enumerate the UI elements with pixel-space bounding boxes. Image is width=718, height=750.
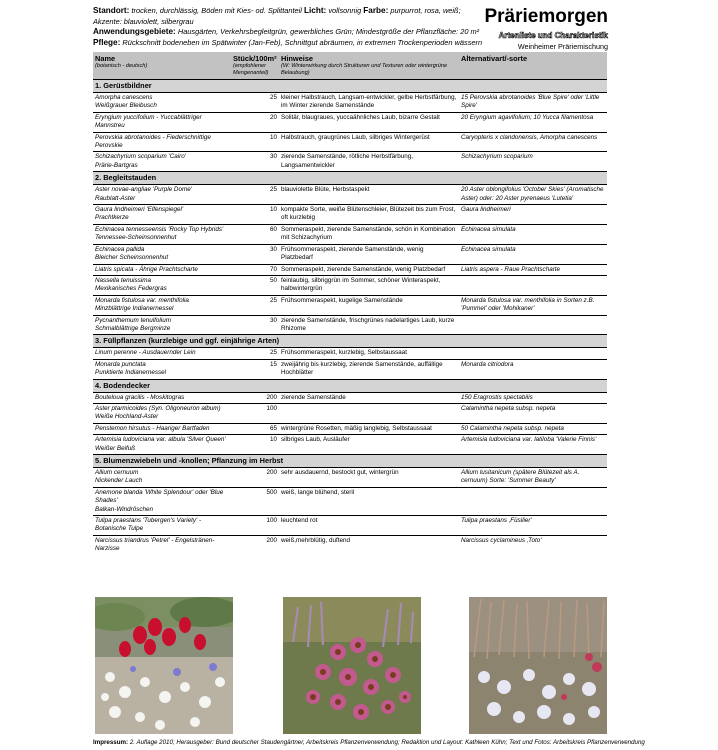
quantity-cell: 200 (231, 392, 279, 403)
plant-name-cell (93, 224, 231, 244)
alternative-cell: Caryopteris x clandonensis, Amorpha canescens (459, 132, 607, 152)
table-row (93, 205, 607, 225)
plant-botanical-name: Anemone blanda 'White Splendour' oder 'Blue Shades' (95, 488, 224, 505)
alternative-cell (459, 315, 607, 335)
quantity-cell: 10 (231, 132, 279, 152)
plant-common-name: Punktierte Indianernessel (95, 369, 167, 377)
plant-name-cell (93, 152, 231, 172)
quantity-cell: 10 (231, 435, 279, 455)
alternative-cell: Calamintha nepeta subsp. nepeta (459, 403, 607, 423)
notes-cell: Frühsommeraspekt, kurzlebig, Selbstaussaat (279, 348, 459, 359)
plant-botanical-name: Pycnanthemum tenuifolium (95, 316, 171, 324)
section-title: 3. Füllpflanzen (kurzlebige und ggf. einjährige Arten) (93, 335, 607, 348)
quantity-cell: 10 (231, 205, 279, 225)
pflege-value: Rückschnitt bodeneben im Spätwinter (Jan-Feb), Schnittgut abräumen, in extremen Trockenperioden wässern (122, 37, 483, 47)
plant-name-cell (93, 205, 231, 225)
plant-botanical-name: Allium cernuum (95, 469, 139, 476)
table-body (93, 80, 607, 555)
pflege-line (93, 38, 483, 49)
table-row (93, 152, 607, 172)
plant-common-name: Bleicher Scheinsonnenhut (95, 254, 169, 262)
alternative-cell: Artemisia ludoviciana var. latiloba 'Valerie Finnis' (459, 435, 607, 455)
col-header-alt-label: Alternativart/-sorte (461, 54, 528, 63)
plant-name-cell (93, 468, 231, 488)
notes-cell: wintergrüne Rosetten, mäßig langlebig, Selbstaussaat (279, 423, 459, 434)
plant-botanical-name: Eryngium yuccifolium - Yuccablättriger Mannstreu (95, 113, 202, 130)
plant-botanical-name: Bouteloua gracilis - Moskitogras (95, 393, 185, 401)
alternative-cell: Allium lusitanicum (spätere Blütezeit als A. cernuum) Sorte: 'Summer Beauty' (459, 468, 607, 488)
quantity-cell: 70 (231, 264, 279, 275)
section-title: 1. Gerüstbildner (93, 80, 607, 93)
plant-botanical-name: Aster novae-angliae 'Purple Dome' (95, 186, 192, 194)
quantity-cell: 15 (231, 359, 279, 379)
col-header-notes (279, 52, 459, 80)
plant-name-cell (93, 348, 231, 359)
section-title: 2. Begleitstauden (93, 172, 607, 185)
quantity-cell: 20 (231, 112, 279, 132)
notes-cell: zierende Samenstände (279, 392, 459, 403)
page-title: Präriemorgen (484, 6, 608, 27)
quantity-cell: 25 (231, 295, 279, 315)
table-row (93, 516, 607, 536)
table-row (93, 185, 607, 205)
plant-common-name: Nickender Lauch (95, 477, 143, 485)
species-table (93, 52, 607, 555)
plant-name-cell (93, 264, 231, 275)
plant-common-name: Weißgrauer Bleibusch (95, 102, 157, 110)
quantity-cell: 30 (231, 315, 279, 335)
plant-common-name: Raublatt-Aster (95, 194, 136, 202)
quantity-cell: 50 (231, 275, 279, 295)
plant-botanical-name: Artemisia ludoviciana var. albula 'Silver Queen' (95, 436, 226, 444)
plant-common-name: Prärie-Bartgras (95, 161, 138, 169)
quantity-cell: 100 (231, 516, 279, 536)
table-row (93, 435, 607, 455)
anwendung-label: Anwendungsgebiete: (93, 27, 176, 37)
plant-common-name: Schmalblättrige Bergminze (95, 324, 171, 332)
notes-cell: blauviolette Blüte, Herbstaspekt (279, 185, 459, 205)
notes-cell: kompakte Sorte, weiße Blütenschleier, Blütezeit bis zum Frost, oft kurzlebig (279, 205, 459, 225)
section-header (93, 455, 607, 468)
page-subtitle: Artenliste und Charakteristik (498, 31, 608, 40)
col-header-name-label: Name (95, 54, 116, 63)
plant-name-cell (93, 516, 231, 536)
table-row (93, 535, 607, 554)
plant-botanical-name: Echinacea tennesseensis 'Rocky Top Hybrids' (95, 225, 224, 233)
alternative-cell: 20 Aster oblongifolius 'October Skies' (Aromatische Aster) oder: 20 Aster pyrenaeus 'Lutetia' (459, 185, 607, 205)
mixture-name: Weinheimer Präriemischung (517, 42, 608, 51)
section-title: 5. Blumenzwiebeln und -knollen; Pflanzung im Herbst (93, 455, 607, 468)
plant-botanical-name: Nassella tenuissima (95, 276, 151, 284)
impressum-label: Impressum: (93, 739, 129, 746)
notes-cell: feinlaubig, silbriggrün im Sommer, schöner Winteraspekt, halbwintergrün (279, 275, 459, 295)
table-row (93, 112, 607, 132)
plant-common-name: Mexikanisches Federgras (95, 285, 167, 293)
alternative-cell: Echinacea simulata (459, 224, 607, 244)
farbe-value: purpurrot, rosa, weiß; (390, 6, 461, 15)
alternative-cell (459, 275, 607, 295)
alternative-cell: Monarda fistulosa var. menthifolia in Sorten z.B. 'Pummel' oder 'Mohikaner' (459, 295, 607, 315)
plant-botanical-name: Schizachyrium scoparium 'Cairo' (95, 153, 186, 161)
alternative-cell (459, 487, 607, 515)
plant-name-cell (93, 112, 231, 132)
notes-cell: weiß, lange blühend, steril (279, 487, 459, 515)
col-header-qty-label: Stück/100m² (233, 54, 277, 63)
notes-cell: Sommeraspekt, zierende Samenstände, wenig Platzbedarf (279, 264, 459, 275)
plant-common-name: Tennessee-Scheinsonnenhut (95, 234, 177, 242)
site-info (93, 6, 483, 48)
aster-grass-photo (469, 597, 607, 734)
table-row (93, 423, 607, 434)
col-header-name (93, 52, 231, 80)
table-row (93, 403, 607, 423)
notes-cell: zweijährig bis kurzlebig, zierende Samenstände, auffällige Hochblätter (279, 359, 459, 379)
plant-name-cell (93, 295, 231, 315)
col-header-alt (459, 52, 607, 80)
plant-name-cell (93, 435, 231, 455)
section-header (93, 80, 607, 93)
section-title: 4. Bodendecker (93, 379, 607, 392)
plant-botanical-name: Narcissus triandrus 'Petrel' - Engelstränen-Narzisse (95, 536, 215, 553)
plant-botanical-name: Penstemon hirsutus - Haariger Bartfaden (95, 424, 210, 432)
quantity-cell: 200 (231, 535, 279, 554)
notes-cell: weiß,mehrblütig, duftend (279, 535, 459, 554)
notes-cell: leuchtend rot (279, 516, 459, 536)
col-header-qty-sub: (empfohlener Mengenanteil) (233, 63, 269, 76)
table-row (93, 359, 607, 379)
table-row (93, 275, 607, 295)
col-header-notes-sub: (W: Winterwirkung durch Strukturen und Texturen oder wintergrüne Belaubung) (281, 63, 448, 76)
plant-name-cell (93, 185, 231, 205)
standort-label: Standort: (93, 6, 130, 15)
quantity-cell: 25 (231, 93, 279, 113)
standort-value: trocken, durchlässig, Böden mit Kies- od. Splittanteil (131, 6, 302, 15)
photo-strip (93, 597, 607, 734)
col-header-notes-label: Hinweise (281, 54, 314, 63)
section-header (93, 379, 607, 392)
table-row (93, 244, 607, 264)
section-header (93, 172, 607, 185)
quantity-cell: 500 (231, 487, 279, 515)
plant-common-name: Weiße Hochland-Aster (95, 413, 159, 421)
table-row (93, 93, 607, 113)
plant-common-name: Weißer Beifuß (95, 444, 136, 452)
table-header (93, 52, 607, 80)
pflege-label: Pflege: (93, 37, 121, 47)
alternative-cell: 20 Eryngium agavifolium; 10 Yucca filamentosa (459, 112, 607, 132)
plant-name-cell (93, 359, 231, 379)
plant-common-name: Balkan-Windröschen (95, 505, 154, 513)
alternative-cell: 15 Perovskia abrotanoides 'Blue Spire' oder 'Little Spire' (459, 93, 607, 113)
table-row (93, 295, 607, 315)
plant-botanical-name: Echinacea pallida (95, 245, 145, 253)
table-row (93, 315, 607, 335)
plant-name-cell (93, 535, 231, 554)
title-block (484, 6, 608, 52)
col-header-name-sub: (botanisch - deutsch) (95, 63, 148, 69)
quantity-cell: 60 (231, 224, 279, 244)
tulip-anemone-photo (95, 597, 233, 734)
plant-botanical-name: Liatris spicata - Ährige Prachtscharte (95, 265, 198, 273)
notes-cell: silbriges Laub, Ausläufer (279, 435, 459, 455)
akzente-line (93, 17, 483, 28)
quantity-cell: 25 (231, 348, 279, 359)
notes-cell: Frühsommeraspekt, kugelige Samenstände (279, 295, 459, 315)
plant-name-cell (93, 403, 231, 423)
licht-value: vollsonnig (328, 6, 362, 15)
section-header (93, 335, 607, 348)
table-row (93, 468, 607, 488)
plant-botanical-name: Perovskia abrotanoides - Fiederschnittige Perovskie (95, 133, 211, 150)
plant-botanical-name: Gaura lindheimeri 'Elfenspiegel' (95, 206, 184, 214)
farbe-label: Farbe: (363, 6, 389, 15)
plant-name-cell (93, 244, 231, 264)
table-row (93, 132, 607, 152)
notes-cell: zierende Samenstände, frischgrünes nadelartiges Laub, kurze Rhizome (279, 315, 459, 335)
plant-name-cell (93, 315, 231, 335)
site-line (93, 6, 483, 17)
plant-name-cell (93, 275, 231, 295)
plant-name-cell (93, 132, 231, 152)
alternative-cell: Tulipa praestans ‚Füsilier' (459, 516, 607, 536)
alternative-cell (459, 348, 607, 359)
impressum (93, 739, 653, 747)
alternative-cell: 50 Calamintha nepeta subsp. nepeta (459, 423, 607, 434)
impressum-text: 2. Auflage 2010; Herausgeber: Bund deutscher Staudengärtner, Arbeitskreis Pflanzenverwendung; Redaktion und Layout: Kathleen Kühn; Text und Fotos: Arbeitskreis Pflanzenverwendung (129, 739, 645, 746)
notes-cell: Frühsommeraspekt, zierende Samenstände, wenig Platzbedarf (279, 244, 459, 264)
alternative-cell: Gaura lindheimeri (459, 205, 607, 225)
table-row (93, 487, 607, 515)
alternative-cell: 150 Eragrostis spectabilis (459, 392, 607, 403)
notes-cell (279, 403, 459, 423)
quantity-cell: 30 (231, 152, 279, 172)
plant-botanical-name: Amorpha canescens (95, 94, 153, 101)
alternative-cell: Liatris aspera - Raue Prachtscharte (459, 264, 607, 275)
notes-cell: Halbstrauch, graugrünes Laub, silbriges Wintergerüst (279, 132, 459, 152)
alternative-cell: Echinacea simulata (459, 244, 607, 264)
quantity-cell: 30 (231, 244, 279, 264)
quantity-cell: 200 (231, 468, 279, 488)
quantity-cell: 100 (231, 403, 279, 423)
table-row (93, 264, 607, 275)
plant-botanical-name: Monarda punctata (95, 360, 146, 368)
plant-name-cell (93, 93, 231, 113)
alternative-cell: Narcissus cyclamineus ‚Toto' (459, 535, 607, 554)
notes-cell: zierende Samenstände, rötliche Herbstfärbung, Langsamentwickler (279, 152, 459, 172)
alternative-cell: Schizachyrium scoparium (459, 152, 607, 172)
table-row (93, 392, 607, 403)
anwendung-value: Hausgärten, Verkehrsbegleitgrün, gewerbliches Grün; Mindestgröße der Pflanzfläche: 20 m² (177, 27, 480, 37)
plant-name-cell (93, 392, 231, 403)
notes-cell: Solitär, blaugraues, yuccaähnliches Laub, bizarre Gestalt (279, 112, 459, 132)
anwendung-line (93, 27, 483, 38)
table-row (93, 224, 607, 244)
licht-label: Licht: (304, 6, 327, 15)
quantity-cell: 25 (231, 185, 279, 205)
notes-cell: sehr ausdauernd, bestockt gut, wintergrün (279, 468, 459, 488)
plant-common-name: Prachtkerze (95, 214, 129, 222)
col-header-qty (231, 52, 279, 80)
plant-name-cell (93, 423, 231, 434)
table-row (93, 348, 607, 359)
notes-cell: Sommeraspekt, zierende Samenstände, schön in Kombination mit Schizachyrium (279, 224, 459, 244)
plant-botanical-name: Monarda fistulosa var. menthifolia (95, 296, 189, 304)
akzente-value: Akzente: blauviolett, silbergrau (93, 16, 194, 26)
plant-botanical-name: Linum perenne - Ausdauernder Lein (95, 349, 196, 357)
notes-cell: kleiner Halbstrauch, Langsam-entwickler, gelbe Herbstfärbung, im Winter zierende Samenstände (279, 93, 459, 113)
plant-name-cell (93, 487, 231, 515)
plant-botanical-name: Tulipa praestans 'Tubergen's Variety' - Botanische Tulpe (95, 517, 202, 533)
echinacea-photo (283, 597, 421, 734)
quantity-cell: 65 (231, 423, 279, 434)
alternative-cell: Monarda citriodora (459, 359, 607, 379)
plant-common-name: Minzblättrige Indianernessel (95, 305, 174, 313)
plant-botanical-name: Aster ptarmicoides (Syn. Oligoneuron album) (95, 404, 221, 412)
